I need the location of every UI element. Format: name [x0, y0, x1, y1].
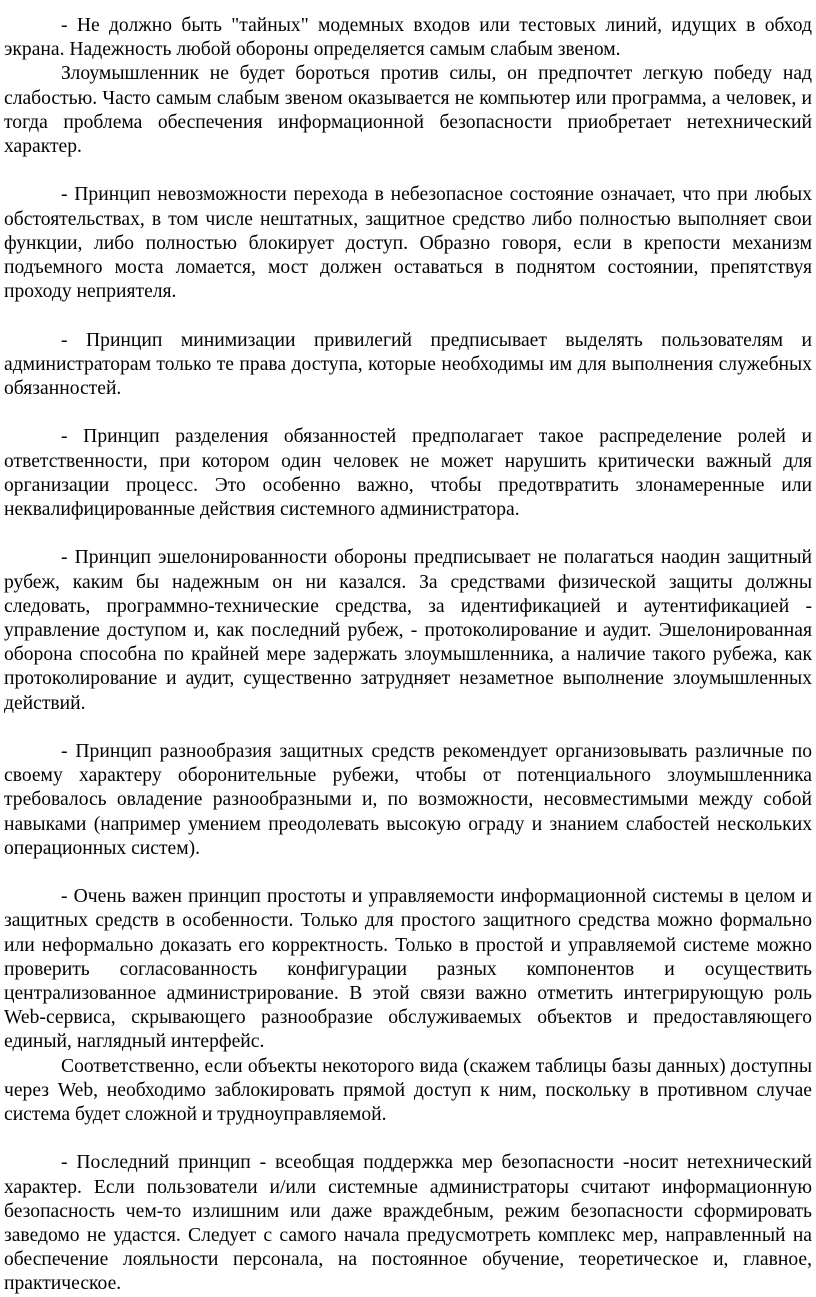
paragraph-separation-of-duties-principle: - Принцип разделения обязанностей предполагает такое распределение ролей и ответственности, при котором один человек не может нарушить критически важный для организации процесс. Это особенно важно, чтобы предотвратить злонамеренные или неквалифицированные действия системного администратора. [4, 426, 812, 521]
paragraph-spacer [4, 716, 812, 740]
paragraph-hidden-inputs: - Не должно быть "тайных" модемных входов или тестовых линий, идущих в обход экрана. Надежность любой обороны определяется самым слабым звеном. [4, 15, 812, 61]
paragraph-defense-in-depth-principle: - Принцип эшелонированности обороны предписывает не полагаться наодин защитный рубеж, каким бы надежным он ни казался. За средствами физической защиты должны следовать, программно-технические средства, за идентификацией и аутентификацией - управление доступом и, как последний рубеж, - протоколирование и аудит. Эшелонированная оборона способна по крайней мере задержать злоумышленника, а наличие такого рубежа, как протоколирование и аудит, существенно затрудняет незаметное выполнение злоумышленных действий. [4, 547, 812, 714]
paragraph-weakest-link: Злоумышленник не будет бороться против силы, он предпочтет легкую победу над слабостью. Часто самым слабым звеном оказывается не компьютер или программа, а человек, и тогда проблема обеспечения информационной безопасности приобретает нетехнический характер. [4, 63, 812, 158]
paragraph-spacer [4, 304, 812, 328]
paragraph-fail-safe-principle: - Принцип невозможности перехода в небезопасное состояние означает, что при любых обстоятельствах, в том числе нештатных, защитное средство либо полностью выполняет свои функции, либо полностью блокирует доступ. Образно говоря, если в крепости механизм подъемного моста ломается, мост должен оставаться в поднятом состоянии, препятствуя проходу неприятеля. [4, 184, 812, 303]
paragraph-web-access: Соответственно, если объекты некоторого вида (скажем таблицы базы данных) доступны через Web, необходимо заблокировать прямой доступ к ним, поскольку в противном случае система будет сложной и трудноуправляемой. [4, 1055, 812, 1126]
paragraph-universal-support-principle: - Последний принцип - всеобщая поддержка мер безопасности -носит нетехнический характер. Если пользователи и/или системные администраторы считают информационную безопасность чем-то излишним или даже враждебным, режим безопасности сформировать заведомо не удастся. Следует с самого начала предусмотреть комплекс мер, направленный на обеспечение лояльности персонала, на постоянное обучение, теоретическое и, главное, практическое. [4, 1152, 812, 1295]
paragraph-spacer [4, 522, 812, 546]
paragraph-least-privilege-principle: - Принцип минимизации привилегий предписывает выделять пользователям и администраторам только те права доступа, которые необходимы им для выполнения служебных обязанностей. [4, 329, 812, 400]
paragraph-simplicity-principle: - Очень важен принцип простоты и управляемости информационной системы в целом и защитных средств в особенности. Только для простого защитного средства можно формально или неформально доказать его корректность. Только в простой и управляемой системе можно проверить согласованность конфигурации разных компонентов и осуществить централизованное администрирование. В этой связи важно отметить интегрирующую роль Web-сервиса, скрывающего разнообразие обслуживаемых объектов и предоставляющего единый, наглядный интерфейс. [4, 886, 812, 1053]
paragraph-spacer [4, 401, 812, 425]
paragraph-spacer [4, 1127, 812, 1151]
paragraph-spacer [4, 861, 812, 885]
paragraph-spacer [4, 159, 812, 183]
paragraph-diversity-principle: - Принцип разнообразия защитных средств рекомендует организовывать различные по своему характеру оборонительные рубежи, чтобы от потенциального злоумышленника требовалось овладение разнообразными и, по возможности, несовместимыми между собой навыками (например умением преодолевать высокую ограду и знанием слабостей нескольких операционных систем). [4, 741, 812, 859]
